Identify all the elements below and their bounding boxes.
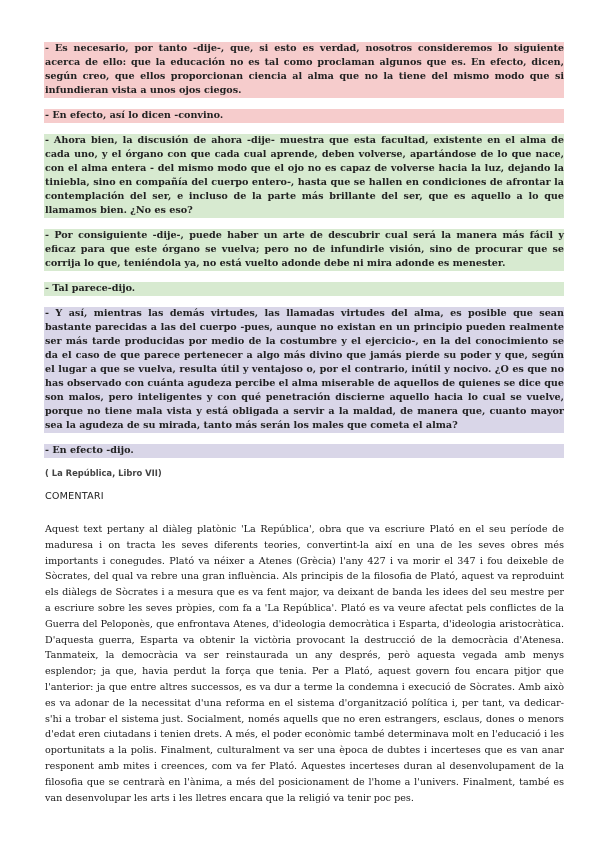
dialogue-paragraph-6: - Y así, mientras las demás virtudes, las llamadas virtudes del alma, es posible que sean bastante parecidas a las del cuerpo -pues, aunque no existan en un principio pueden realmente ser más tarde producidas por medio de la costumbre y el ejercicio-, en la del conocimiento se da el caso de que parece pertenecer a algo más divino que jamás pierde su poder y que, según el lugar a que se vuelva, resulta útil y ventajoso o, por el contrario, inútil y nocivo. ¿O es que no has observado con cuánta agudeza percibe el alma miserable de aquellos de quienes se dice que son malos, pero inteligentes y con qué penetración discierne aquello hacia lo cual se vuelve, porque no tiene mala vista y está obligada a servir a la maldad, de manera que, cuanto mayor sea la agudeza de su mirada, tanto más serán los males que cometa el alma? [45,308,564,431]
dialogue-paragraph-4: - Por consiguiente -dije-, puede haber un arte de descubrir cual será la manera más fácil y eficaz para que este órgano se vuelva; pero no de infundirle visión, sino de procurar que se corrija lo que, teniéndola ya, no está vuelto adonde debe ni mira adonde es menester. [45,230,564,269]
dialogue-paragraph-3: - Ahora bien, la discusión de ahora -dije- muestra que esta facultad, existente en el alma de cada uno, y el órgano con que cada cual aprende, deben volverse, apartándose de lo que nace, con el alma entera - del mismo modo que el ojo no es capaz de volverse hacia la luz, dejando la tiniebla, sino en compañía del cuerpo entero-, hasta que se hallen en condiciones de afrontar la contemplación del ser, e incluso de la parte más brillante del ser, que es aquello a lo que llamamos bien. ¿No es eso? [45,135,564,216]
source-citation: ( La República, Libro VII) [45,468,162,478]
dialogue-paragraph-2: - En efecto, así lo dicen -convino. [44,109,564,123]
dialogue-paragraph-7: - En efecto -dijo. [44,444,564,458]
commentary-paragraph: Aquest text pertany al diàleg platònic 'La República', obra que va escriure Plató en el seu període de maduresa i on tracta les seves diferents teories, convertint-la així en una de les seves obres més importants i conegudes. Plató va néixer a Atenes (Grècia) l'any 427 i va morir el 347 i fou deixeble de Sòcrates, del qual va rebre una gran influència. Als principis de la filosofia de Plató, aquest va reproduint els diàlegs de Sòcrates i a mesura que es va fent major, va deixant de banda les idees del seu mestre per a escriure sobre les seves pròpies, com fa a 'La República'. Plató es va veure afectat pels conflictes de la Guerra del Peloponès, que enfrontava Atenes, d'ideologia democràtica i Esparta, d'ideologia aristocràtica. D'aquesta guerra, Esparta va obtenir la victòria provocant la destrucció de la democràcia d'Atenesa. Tanmateix, la democràcia va ser reinstaurada un any després, però aquesta vegada amb menys esplendor; ja que, havia perdut la força que tenia. Per a Plató, aquest govern fou encara pitjor que l'anterior: ja que entre altres successos, es va dur a terme la condemna i execució de Sòcrates. Amb això es va adonar de la necessitat d'una reforma en el sistema d'organització política i, per tant, va dedicar-s'hi a trobar el sistema just. Socialment, només aquells que no eren estrangers, esclaus, dones o menors d'edat eren ciutadans i tenien drets. A més, el poder econòmic també determinava molt en l'educació i les oportunitats a la polis. Finalment, culturalment va ser una època de dubtes i incerteses que es van anar responent amb mites i creences, com va fer Plató. Aquestes incerteses duran al desenvolupament de la filosofia que se centrarà en l'ànima, a més del posicionament de l'home a l'univers. Finalment, també es van desenvolupar les arts i les lletres encara que la religió va tenir poc pes. [45,524,564,804]
dialogue-paragraph-1: - Es necesario, por tanto -dije-, que, si esto es verdad, nosotros consideremos lo siguiente acerca de ello: que la educación no es tal como proclaman algunos que es. En efecto, dicen, según creo, que ellos proporcionan ciencia al alma que no la tiene del mismo modo que si infundieran vista a unos ojos ciegos. [45,43,564,96]
dialogue-paragraph-5: - Tal parece-dijo. [44,282,564,296]
section-heading: COMENTARI [45,491,104,502]
